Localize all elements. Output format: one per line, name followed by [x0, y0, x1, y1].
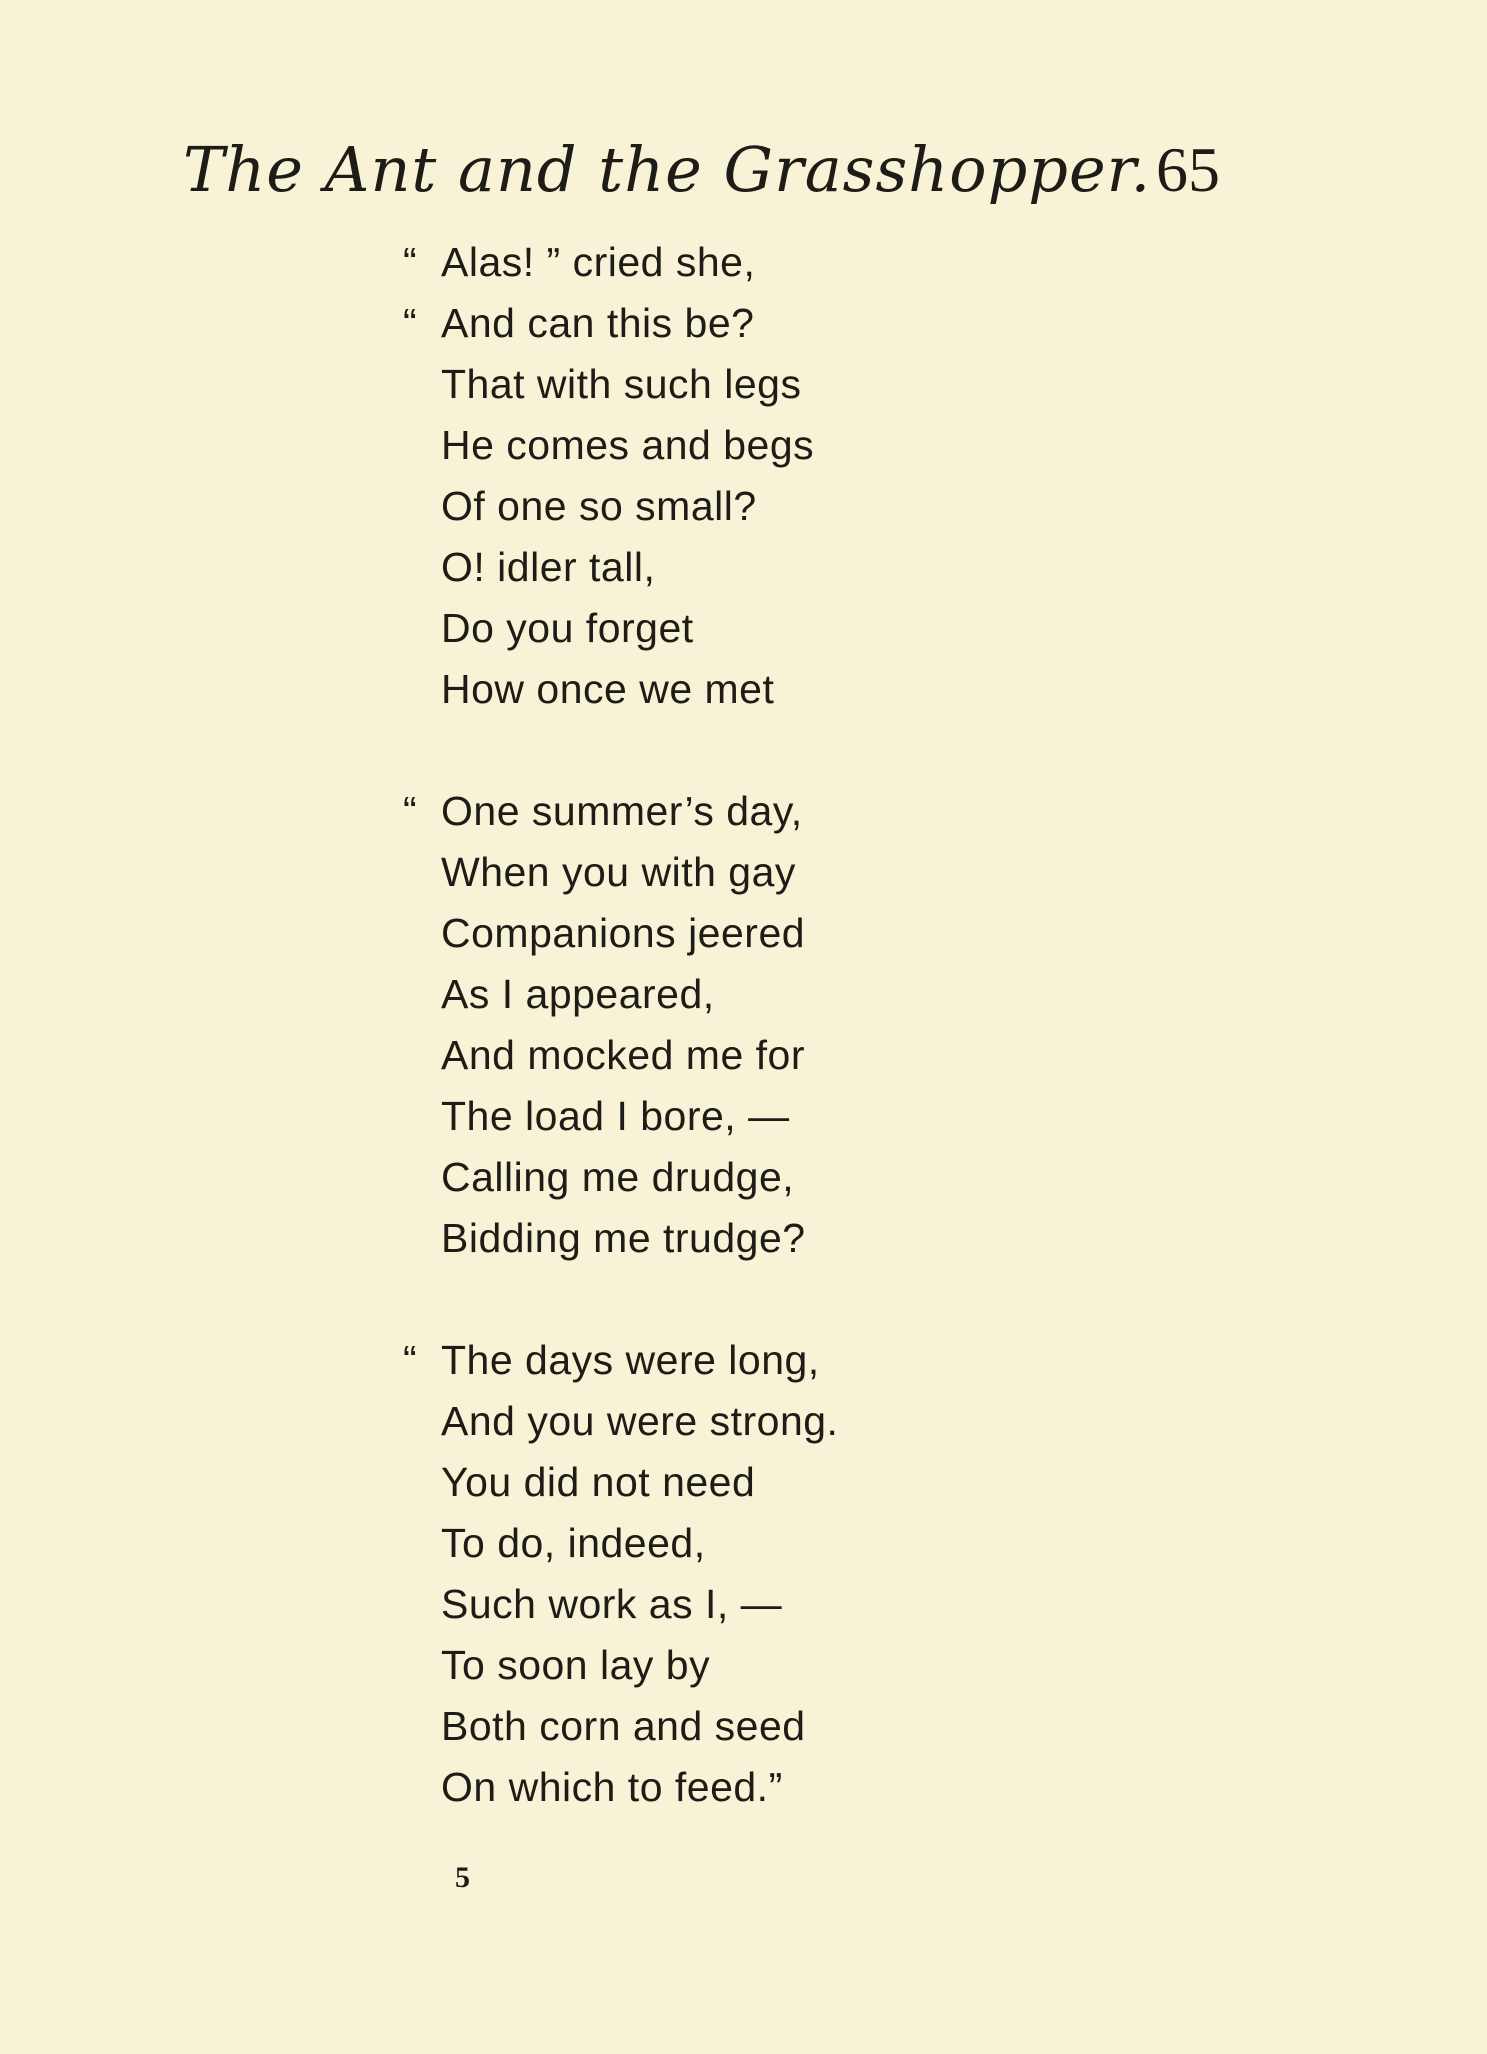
- poem-line: [403, 781, 1123, 842]
- poem-line: Of one so small?: [441, 483, 757, 529]
- poem-line: [403, 1330, 1123, 1391]
- poem-line: On which to feed.”: [441, 1764, 783, 1810]
- poem-line: You did not need: [441, 1459, 756, 1505]
- poem-line: To soon lay by: [441, 1642, 711, 1688]
- poem-line: Calling me drudge,: [441, 1154, 795, 1200]
- line-text: And can this be?: [441, 300, 755, 346]
- poem-line: As I appeared,: [441, 971, 715, 1017]
- poem-line: Do you forget: [441, 605, 694, 651]
- opening-quote: “: [403, 239, 418, 285]
- stanza-3: [403, 1330, 1123, 1818]
- opening-quote: “: [403, 1337, 418, 1383]
- line-text: Alas! ” cried she,: [441, 239, 756, 285]
- poem-line: [403, 232, 1123, 293]
- stanza-1: [403, 232, 1123, 720]
- poem-line: And mocked me for: [441, 1032, 805, 1078]
- poem-line: When you with gay: [441, 849, 796, 895]
- page-number: 65: [1156, 134, 1220, 205]
- poem-line: The load I bore, —: [441, 1093, 790, 1139]
- poem-line: Both corn and seed: [441, 1703, 806, 1749]
- opening-quote: “: [403, 788, 418, 834]
- poem: [403, 232, 1123, 1818]
- line-text: One summer’s day,: [441, 788, 803, 834]
- running-head: [183, 130, 1243, 220]
- poem-line: That with such legs: [441, 361, 802, 407]
- running-title: The Ant and the Grasshopper.: [183, 133, 1152, 206]
- stanza-2: [403, 781, 1123, 1269]
- poem-line: Such work as I, —: [441, 1581, 783, 1627]
- signature-mark: 5: [455, 1861, 470, 1894]
- poem-line: Companions jeered: [441, 910, 806, 956]
- poem-line: He comes and begs: [441, 422, 815, 468]
- opening-quote: “: [403, 300, 418, 346]
- poem-line: How once we met: [441, 666, 775, 712]
- poem-line: To do, indeed,: [441, 1520, 706, 1566]
- line-text: The days were long,: [441, 1337, 820, 1383]
- poem-line: Bidding me trudge?: [441, 1215, 806, 1261]
- poem-line: [403, 293, 1123, 354]
- poem-line: O! idler tall,: [441, 544, 656, 590]
- poem-line: And you were strong.: [441, 1398, 839, 1444]
